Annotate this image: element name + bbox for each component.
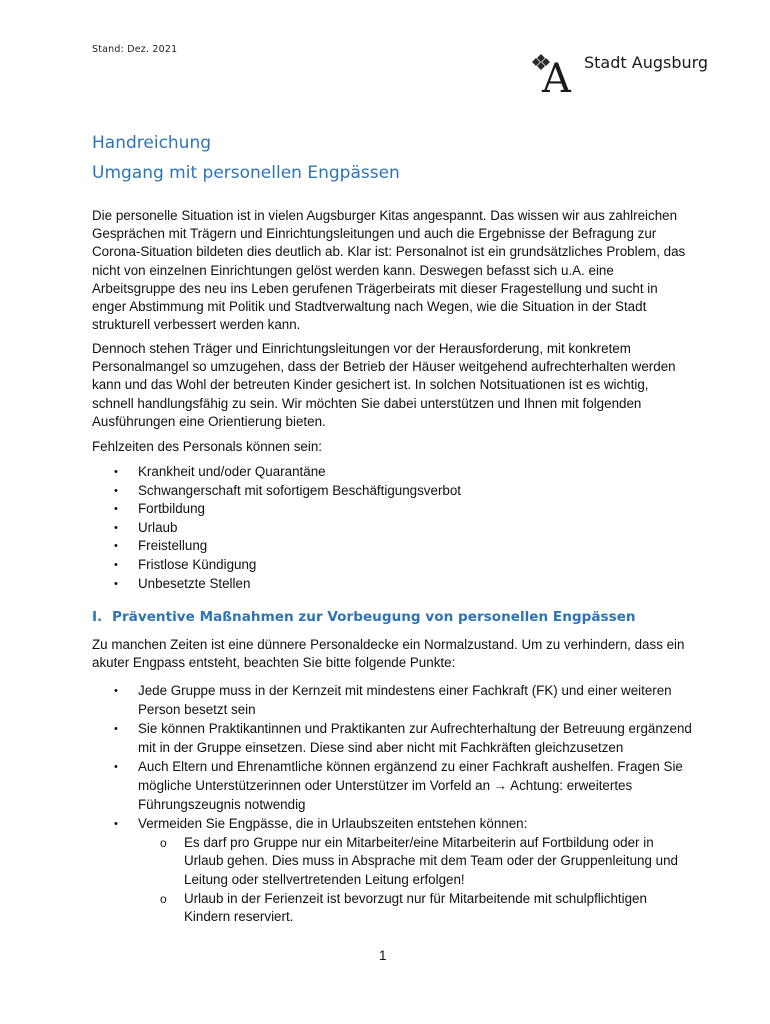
bullet-icon: • bbox=[114, 685, 118, 697]
bullet-icon: • bbox=[114, 521, 118, 534]
bullet-icon: • bbox=[114, 558, 118, 571]
pine-cone-logo-icon bbox=[532, 48, 580, 96]
section-heading bbox=[92, 609, 636, 625]
bullet-icon: • bbox=[114, 503, 118, 516]
bullet-icon: • bbox=[114, 723, 118, 736]
list-item: • Fortbildung bbox=[92, 500, 692, 519]
intro-paragraph: Die personelle Situation ist in vielen Augsburger Kitas angespannt. Das wissen wir aus zahlreichen Gesprächen mit Trägern und Einrichtungsleitungen und auch die Ergebnisse der Befragung zur Corona-Situation bildeten dies deutlich ab. Klar ist: Personalnot ist ein grundsätzliches Problem, das nicht von einzelnen Einrichtungen gelöst werden kann. Deswegen befasst sich u.A. eine Arbeitsgruppe des neu ins Leben gerufenen Trägerbeirats mit dieser Fragestellung und sucht in enger Abstimmung mit Politik und Stadtverwaltung nach Wegen, wie die Situation in der Stadt strukturell verbessert werden kann. bbox=[92, 208, 686, 333]
document-title: Handreichung bbox=[92, 133, 212, 153]
challenge-paragraph: Dennoch stehen Träger und Einrichtungsleitungen vor der Herausforderung, mit konkretem Personalmangel so umzugehen, dass der Betrieb der Häuser weitgehend aufrechterhalten werden kann und das Wohl der betreuten Kinder gesichert ist. In solchen Notsituationen ist es wichtig, schnell handlungsfähig zu sein. Wir möchten Sie dabei unterstützen und Ihnen mit folgenden Ausführungen eine Orientierung bieten. bbox=[92, 341, 676, 429]
list-item: • Vermeiden Sie Engpässe, die in Urlaubszeiten entstehen können: o Es darf pro Gruppe nur ein Mitarbeiter/eine Mitarbeiterin auf Fortbildung oder in Urlaub gehen. Dies muss in Absprache mit dem Team oder der Gruppenleitung und Leitung oder stellvertretenden Leitung erfolgen! o Urlaub in der Ferienzeit ist bevorzugt nur für Mitarbeitende mit schulpflichtigen Kindern reserviert. bbox=[92, 815, 692, 927]
list-item: • Auch Eltern und Ehrenamtliche können ergänzend zu einer Fachkraft aushelfen. Fragen Sie mögliche Unterstützerinnen oder Unterstützer im Vorfeld an → Achtung: erweitertes Führungszeugnis notwendig bbox=[114, 759, 683, 812]
bullet-icon: • bbox=[114, 540, 118, 553]
list-item: • Sie können Praktikantinnen und Praktikanten zur Aufrechterhaltung der Betreuung ergänzend mit in der Gruppe einsetzen. Diese sind aber nicht mit Fachkräften gleichzusetzen bbox=[114, 721, 692, 755]
logo-letter: A bbox=[542, 56, 571, 96]
bullet-icon: • bbox=[114, 761, 118, 774]
list-item: • Unbesetzte Stellen bbox=[92, 575, 692, 594]
list-item: • Fristlose Kündigung bbox=[92, 556, 692, 575]
list-item: • Jede Gruppe muss in der Kernzeit mit mindestens einer Fachkraft (FK) und einer weiteren Person besetzt sein bbox=[114, 683, 672, 717]
section-title: Präventive Maßnahmen zur Vorbeugung von personellen Engpässen bbox=[112, 609, 636, 625]
bullet-icon: • bbox=[114, 466, 118, 478]
absences-list bbox=[92, 463, 692, 593]
section-number: I. bbox=[92, 609, 103, 625]
vacation-sublist bbox=[138, 834, 692, 927]
document-date: Stand: Dez. 2021 bbox=[92, 44, 178, 55]
logo-text: Stadt Augsburg bbox=[584, 53, 709, 72]
circle-bullet-icon: o bbox=[160, 891, 167, 906]
sub-list-item: o Es darf pro Gruppe nur ein Mitarbeiter/eine Mitarbeiterin auf Fortbildung oder in Urlaub gehen. Dies muss in Absprache mit dem Team oder der Gruppenleitung und Leitung oder stellvertretenden Leitung erfolgen! bbox=[160, 834, 678, 887]
list-item: • Freistellung bbox=[92, 537, 692, 556]
measures-list bbox=[92, 682, 692, 928]
document-subtitle: Umgang mit personellen Engpässen bbox=[92, 163, 400, 183]
absences-intro: Fehlzeiten des Personals können sein: bbox=[92, 439, 323, 454]
prevention-intro: Zu manchen Zeiten ist eine dünnere Personaldecke ein Normalzustand. Um zu verhindern, dass ein akuter Engpass entsteht, beachten Sie bitte folgende Punkte: bbox=[92, 637, 685, 671]
page-number: 1 bbox=[379, 948, 387, 963]
city-logo bbox=[532, 48, 712, 96]
circle-bullet-icon: o bbox=[160, 835, 167, 850]
list-item: • Schwangerschaft mit sofortigem Beschäftigungsverbot bbox=[92, 482, 692, 501]
bullet-icon: • bbox=[114, 577, 118, 590]
sub-list-item: o Urlaub in der Ferienzeit ist bevorzugt nur für Mitarbeitende mit schulpflichtigen Kindern reserviert. bbox=[160, 890, 647, 925]
list-item: • Krankheit und/oder Quarantäne bbox=[92, 463, 692, 482]
bullet-icon: • bbox=[114, 818, 118, 831]
list-item: • Urlaub bbox=[92, 519, 692, 538]
bullet-icon: • bbox=[114, 484, 118, 497]
